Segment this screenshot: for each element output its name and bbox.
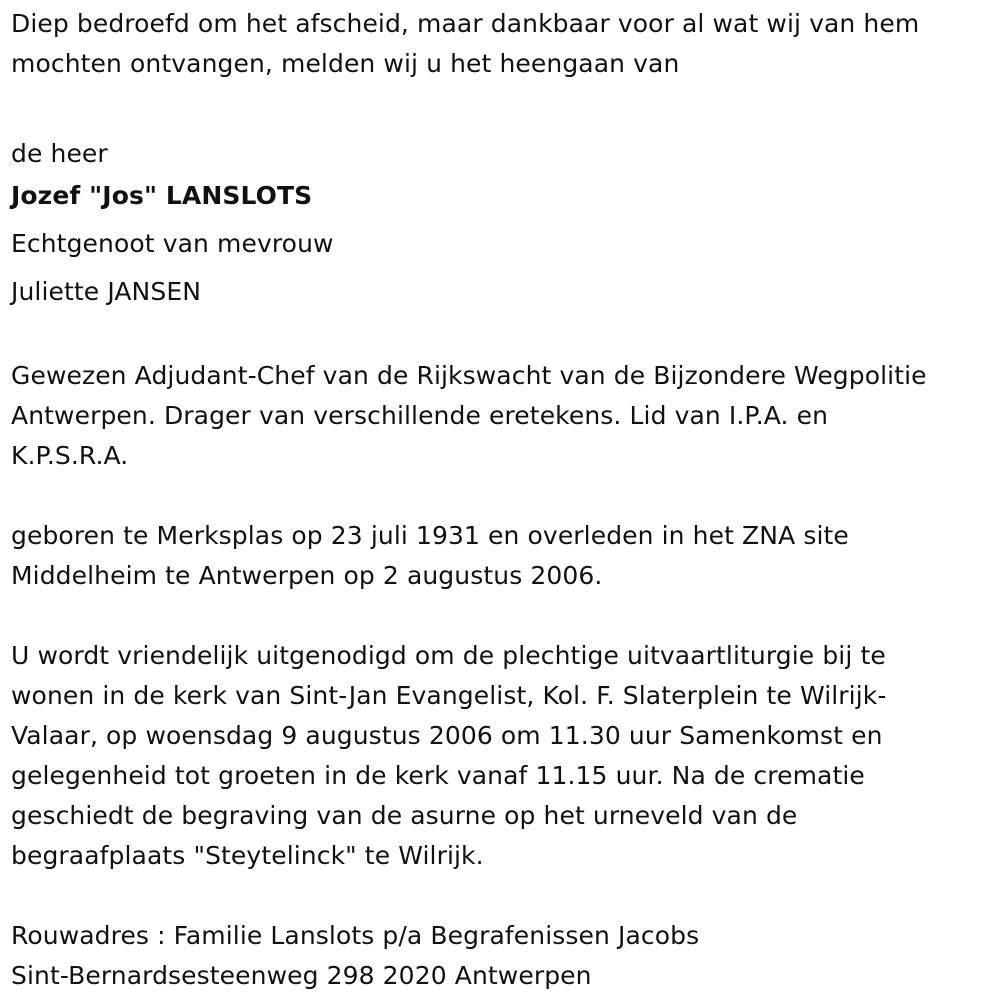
title-prefix: de heer [11,139,108,168]
funeral-line: geschiedt de begraving van de asurne op het urneveld van de [11,801,798,830]
birth-death-line: Middelheim te Antwerpen op 2 augustus 2006. [11,561,603,590]
death-notice [11,0,991,996]
intro-line: mochten ontvangen, melden wij u het heengaan van [11,49,680,78]
career-line: K.P.S.R.A. [11,441,129,470]
funeral-paragraph [11,636,991,876]
deceased-name: Jozef "Jos" LANSLOTS [11,181,313,210]
funeral-line: wonen in de kerk van Sint-Jan Evangelist, Kol. F. Slaterplein te Wilrijk- [11,681,887,710]
intro-paragraph [11,4,991,84]
career-line: Antwerpen. Drager van verschillende eretekens. Lid van I.P.A. en [11,401,829,430]
deceased-block [11,124,991,316]
address-line: Rouwadres : Familie Lanslots p/a Begrafenissen Jacobs [11,921,700,950]
funeral-line: gelegenheid tot groeten in de kerk vanaf 11.15 uur. Na de crematie [11,761,865,790]
funeral-line: U wordt vriendelijk uitgenodigd om de plechtige uitvaartliturgie bij te [11,641,886,670]
address-paragraph [11,916,991,996]
career-line: Gewezen Adjudant-Chef van de Rijkswacht van de Bijzondere Wegpolitie [11,361,927,390]
spouse-name: Juliette JANSEN [11,277,202,306]
intro-line: Diep bedroefd om het afscheid, maar dankbaar voor al wat wij van hem [11,9,920,38]
funeral-line: begraafplaats "Steytelinck" te Wilrijk. [11,841,484,870]
birth-death-paragraph [11,516,991,596]
birth-death-line: geboren te Merksplas op 23 juli 1931 en overleden in het ZNA site [11,521,849,550]
address-line: Sint-Bernardsesteenweg 298 2020 Antwerpen [11,961,592,990]
funeral-line: Valaar, op woensdag 9 augustus 2006 om 11.30 uur Samenkomst en [11,721,883,750]
career-paragraph [11,356,991,476]
spouse-relation: Echtgenoot van mevrouw [11,229,334,258]
